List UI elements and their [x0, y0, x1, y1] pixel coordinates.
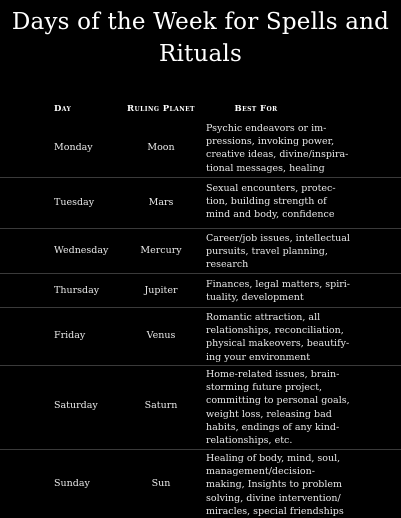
- planet-cell: Mars: [148, 197, 174, 208]
- planet-cell: Moon: [147, 142, 175, 153]
- best-for-cell: Sexual encounters, protec- tion, building strength of mind and body, confidence: [206, 183, 336, 221]
- table-row: [0, 450, 401, 518]
- table-row: [0, 308, 401, 366]
- table-row: [0, 229, 401, 274]
- table-row: [0, 120, 401, 178]
- best-for-cell: Healing of body, mind, soul, management/decision- making, Insights to problem solving, divine intervention/ miracles, special friendships: [206, 453, 344, 517]
- best-for-cell: Psychic endeavors or im- pressions, invoking power, creative ideas, divine/inspira- tional messages, healing: [206, 123, 349, 174]
- day-cell: Wednesday: [54, 245, 109, 256]
- page-title: Days of the Week for Spells and Rituals: [11, 9, 390, 67]
- planet-cell: Venus: [146, 330, 176, 341]
- best-for-cell: Finances, legal matters, spiri- tuality, development: [206, 279, 351, 304]
- day-cell: Monday: [54, 142, 93, 153]
- table-row: [0, 178, 401, 229]
- table-row: [0, 366, 401, 450]
- day-cell: Friday: [54, 330, 86, 341]
- column-header-day: Day: [54, 104, 72, 114]
- best-for-cell: Home-related issues, brain- storming future project, committing to personal goals, weight loss, releasing bad habits, endings of any kind- relationships, etc.: [206, 369, 350, 447]
- day-cell: Tuesday: [54, 197, 95, 208]
- spells-table: [0, 98, 401, 518]
- column-header-ruling-planet: Ruling Planet: [127, 104, 195, 114]
- planet-cell: Mercury: [140, 245, 182, 256]
- planet-cell: Saturn: [144, 400, 178, 411]
- table-row: [0, 274, 401, 308]
- day-cell: Sunday: [54, 478, 90, 489]
- table-header: [0, 98, 401, 120]
- planet-cell: Sun: [151, 478, 171, 489]
- day-cell: Saturday: [54, 400, 98, 411]
- best-for-cell: Romantic attraction, all relationships, reconciliation, physical makeovers, beautify- ing your environment: [206, 312, 350, 363]
- column-header-best-for: Best For: [234, 104, 278, 114]
- day-cell: Thursday: [54, 285, 100, 296]
- planet-cell: Jupiter: [144, 285, 178, 296]
- best-for-cell: Career/job issues, intellectual pursuits, travel planning, research: [206, 233, 350, 271]
